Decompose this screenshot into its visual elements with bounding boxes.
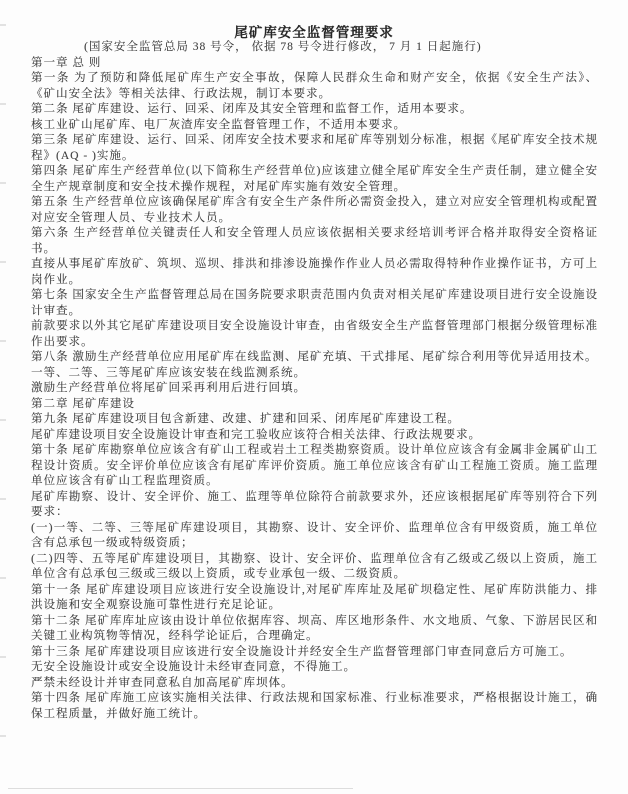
paragraph: 第一章 总 则	[31, 56, 102, 69]
document-subtitle: (国家安全监管总局 38 号令， 依据 78 号令进行修改， 7 月 1 日起施行)	[84, 41, 482, 53]
paragraph: 第四条 尾矿库生产经营单位(以下简称生产经营单位)应该建立健全尾矿库安全生产责任制，建立健全安全生产规章制度和安全技术操作规程，对尾矿库实施有效安全管理。	[31, 165, 598, 193]
paragraph: 第一条 为了预防和降低尾矿库生产安全事故，保障人民群众生命和财产安全，依据《安全生产法》、《矿山安全法》等相关法律、行政法规，制订本要求。	[31, 72, 598, 100]
paragraph: 严禁未经设计并审查同意私自加高尾矿库坝体。	[31, 676, 294, 689]
paragraph: 激励生产经营单位将尾矿回采再利用后进行回填。	[31, 382, 306, 394]
paragraph: 第二章 尾矿库建设	[31, 397, 135, 410]
paragraph: 第八条 激励生产经营单位应用尾矿库在线监测、尾矿充填、干式排尾、尾矿综合利用等优异适用技术。	[31, 351, 598, 363]
paragraph: 第六条 生产经营单位关键责任人和安全管理人员应该依据相关要求经培训考评合格并取得安全资格证书。	[31, 227, 598, 255]
paragraph: 第十三条 尾矿库建设项目应该进行安全设施设计并经安全生产监督管理部门审查同意后方可施工。	[31, 645, 573, 658]
paragraph: (二)四等、五等尾矿库建设项目，其勘察、设计、安全评价、监理单位含有乙级或乙级以上资质，施工单位含有总承包三级或三级以上资质，或专业承包一级、二级资质。	[31, 552, 598, 580]
paragraph: 前款要求以外其它尾矿库建设项目安全设施设计审查，由省级安全生产监督管理部门根据分级管理标准作出要求。	[31, 320, 598, 348]
paragraph: 第十四条 尾矿库施工应该实施相关法律、行政法规和国家标准、行业标准要求，严格根据设计施工，确保工程质量，并做好施工统计。	[31, 692, 598, 720]
paragraph: 无安全设施设计或安全设施设计未经审查同意，不得施工。	[31, 661, 356, 673]
paragraph: 一等、二等、三等尾矿库应该安装在线监测系统。	[31, 366, 306, 379]
paragraph: 第九条 尾矿库建设项目包含新建、改建、扩建和回采、闭库尾矿库建设工程。	[31, 413, 460, 425]
paragraph: 第五条 生产经营单位应该确保尾矿库含有安全生产条件所必需资金投入，建立对应安全管理机构或配置对应安全管理人员、专业技术人员。	[31, 196, 598, 224]
paragraph: 核工业矿山尾矿库、电厂灰渣库安全监督管理工作，不适用本要求。	[31, 118, 406, 131]
paragraph: 尾矿库勘察、设计、安全评价、施工、监理等单位除符合前款要求外，还应该根据尾矿库等别符合下列要求：	[31, 490, 598, 518]
paragraph: 第三条 尾矿库建设、运行、回采、闭库安全技术要求和尾矿库等别划分标准，根据《尾矿库安全技术规程》(AQ - )实施。	[31, 134, 598, 162]
scan-bottom-artifact	[8, 788, 353, 789]
document-body	[31, 56, 598, 723]
paragraph: (一)一等、二等、三等尾矿库建设项目，其勘察、设计、安全评价、监理单位含有甲级资质，施工单位含有总承包一级或特级资质；	[31, 521, 598, 549]
paragraph: 第二条 尾矿库建设、运行、回采、闭库及其安全管理和监督工作，适用本要求。	[31, 103, 473, 115]
paragraph: 第十一条 尾矿库建设项目应该进行安全设施设计,对尾矿库库址及尾矿坝稳定性、尾矿库防洪能力、排洪设施和安全观察设施可靠性进行充足论证。	[31, 583, 598, 611]
paragraph: 第十二条 尾矿库库址应该由设计单位依据库容、坝高、库区地形条件、水文地质、气象、下游居民区和关键工业构筑物等情况，经科学论证后，合理确定。	[31, 614, 598, 642]
document-title: 尾矿库安全监督管理要求	[234, 25, 394, 40]
paragraph: 直接从事尾矿库放矿、筑坝、巡坝、排洪和排渗设施操作作业人员必需取得特种作业操作证书，方可上岗作业。	[31, 258, 598, 286]
scan-edge-artifact	[0, 24, 6, 764]
paragraph: 第十条 尾矿库勘察单位应该含有矿山工程或岩土工程类勘察资质。设计单位应该含有金属非金属矿山工程设计资质。安全评价单位应该含有尾矿库评价资质。施工单位应该含有矿山工程施工资质。施工监理单位应该含有矿山工程监理资质。	[31, 444, 598, 487]
paragraph: 第七条 国家安全生产监督管理总局在国务院要求职责范围内负责对相关尾矿库建设项目进行安全设施设计审查。	[31, 289, 598, 317]
paragraph: 尾矿库建设项目安全设施设计审查和完工验收应该符合相关法律、行政法规要求。	[31, 428, 481, 441]
